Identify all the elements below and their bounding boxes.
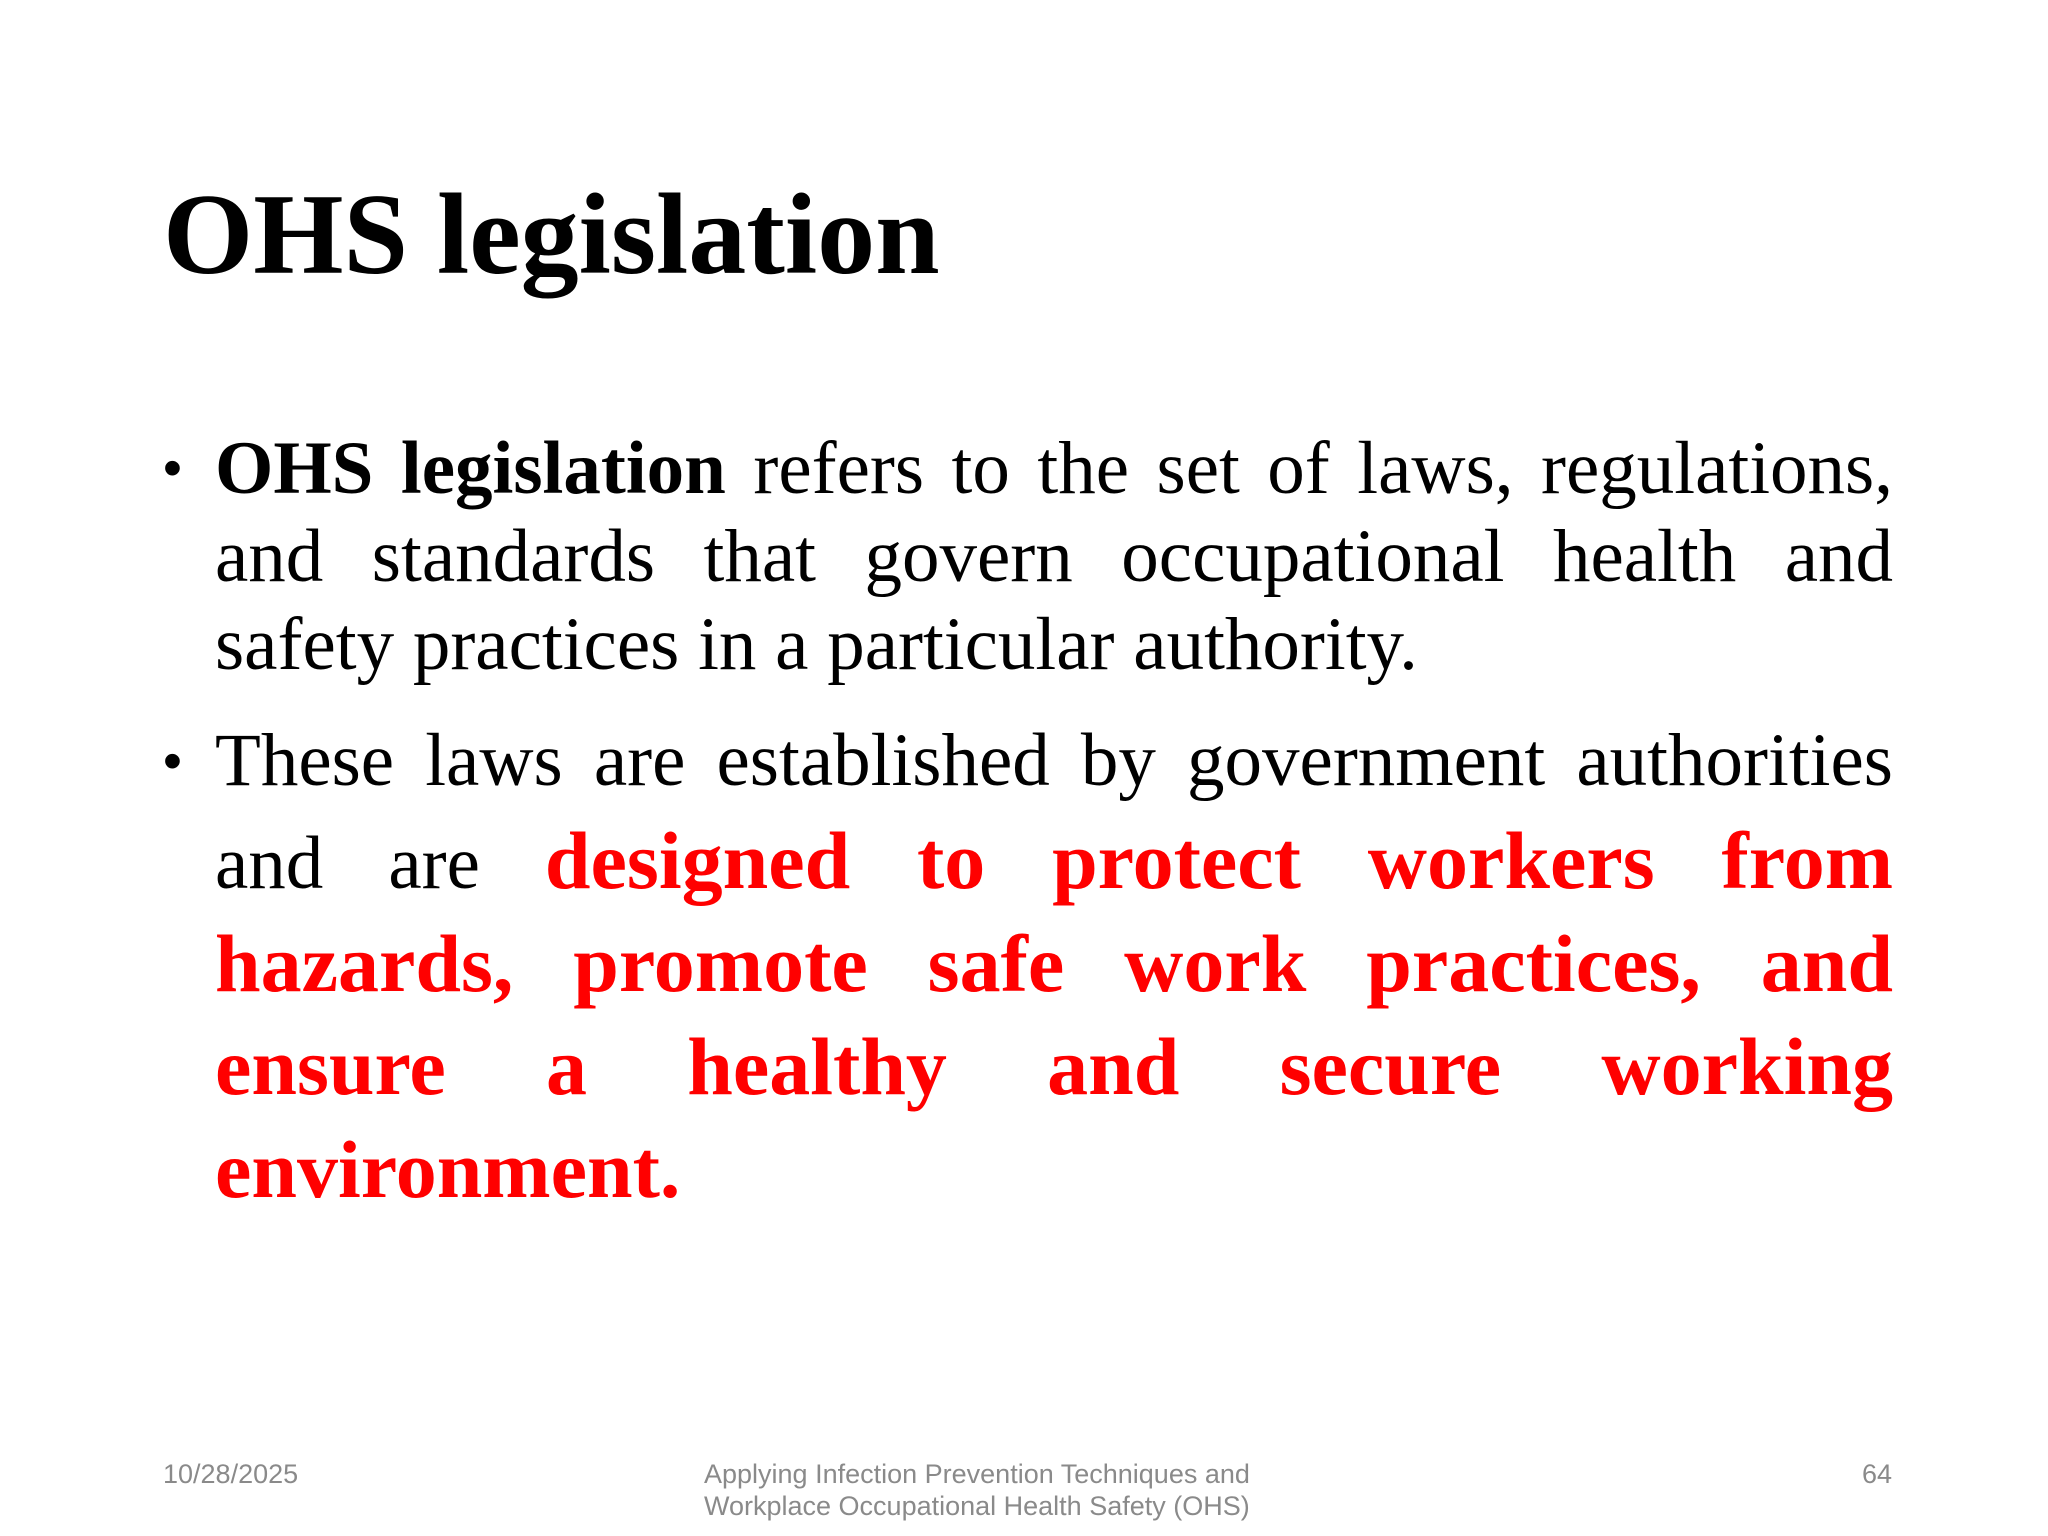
bullet-text-purpose [215, 711, 1893, 1223]
bullet-definition-text: refers to the set of laws, regulations, and standards that govern occupational health and safety practices in a particular authority. [215, 427, 1893, 686]
bullet-text-definition [215, 425, 1893, 689]
bullet-icon: • [163, 438, 182, 498]
bullet-purpose-text: These laws are established by government authorities and are [215, 719, 1893, 905]
slide-number: 64 [1861, 1459, 1892, 1489]
bullet-list [163, 425, 1893, 1245]
footer-title-line-1: Applying Infection Prevention Techniques and [704, 1459, 1250, 1489]
bullet-icon: • [163, 731, 182, 791]
footer-title [704, 1458, 1344, 1522]
footer-date: 10/28/2025 [163, 1459, 299, 1489]
bullet-item-definition [163, 425, 1893, 689]
footer-title-line-2: Workplace Occupational Health Safety (OHS) [704, 1491, 1250, 1521]
slide-title: OHS legislation [163, 171, 940, 299]
bullet-item-purpose [163, 711, 1893, 1223]
bullet-emphasis-text: designed to protect workers from hazards, promote safe work practices, and ensure a healthy and secure working environment. [215, 815, 1893, 1215]
bullet-strong-term: OHS legislation [215, 427, 726, 510]
